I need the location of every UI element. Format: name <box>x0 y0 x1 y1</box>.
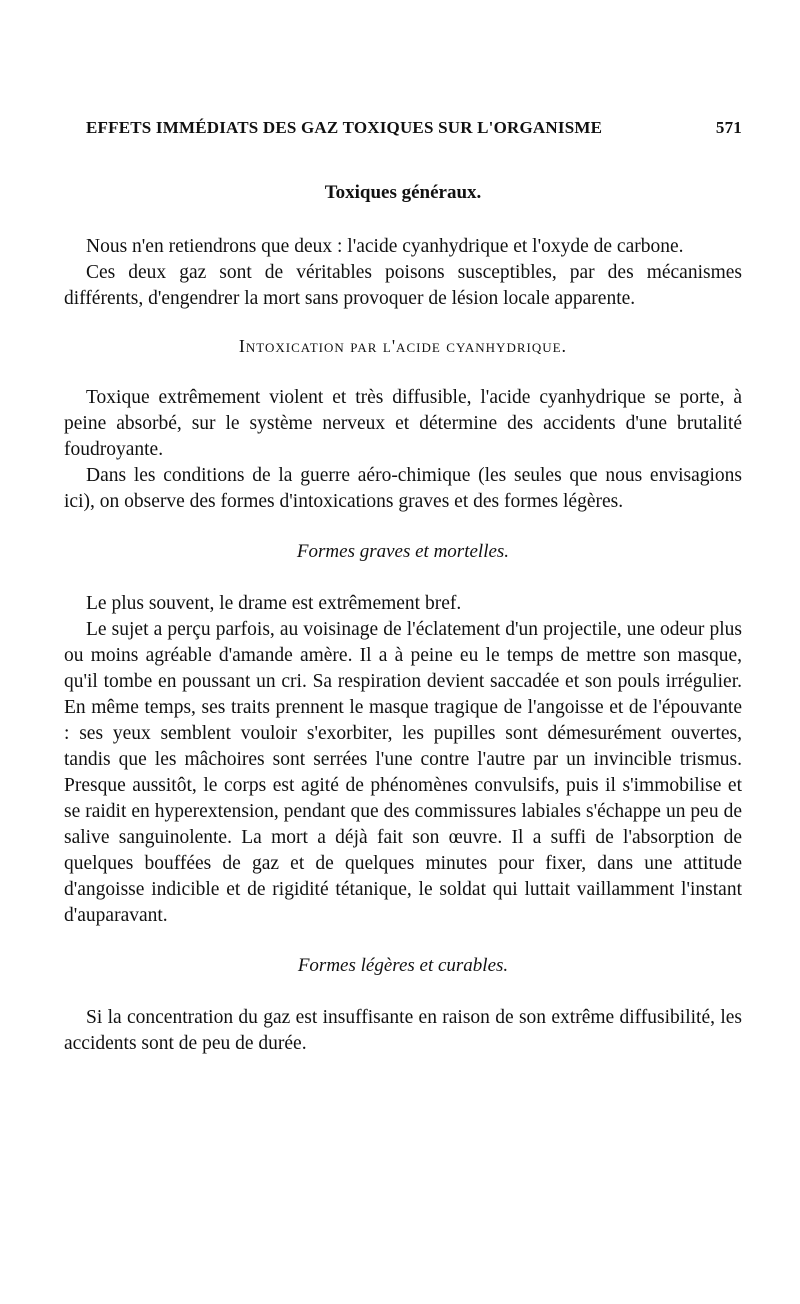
book-page <box>64 110 742 1057</box>
section-heading-formes-graves: Formes graves et mortelles. <box>296 541 510 562</box>
paragraph: Nous n'en retiendrons que deux : l'acide cyanhydrique et l'oxyde de carbone. <box>86 236 684 257</box>
paragraph: Dans les conditions de la guerre aéro-chimique (les seules que nous envisagions ici), on observe des formes d'intoxications graves et des formes légères. <box>64 465 742 512</box>
paragraph: Toxique extrêmement violent et très diffusible, l'acide cyanhydrique se porte, à peine absorbé, sur le système nerveux et détermine des accidents d'une brutalité foudroyante. <box>64 387 742 460</box>
page-number: 571 <box>715 118 742 137</box>
section-heading-formes-legeres: Formes légères et curables. <box>297 955 509 976</box>
paragraph: Le plus souvent, le drame est extrêmement bref. <box>86 593 462 614</box>
section-heading-intoxication-cyanhydrique: Intoxication par l'acide cyanhydrique. <box>238 336 568 356</box>
paragraph: Ces deux gaz sont de véritables poisons susceptibles, par des mécanismes différents, d'engendrer la mort sans provoquer de lésion locale apparente. <box>64 262 742 309</box>
running-header-title: EFFETS IMMÉDIATS DES GAZ TOXIQUES SUR L'ORGANISME <box>86 118 603 137</box>
section-heading-toxiques-generaux: Toxiques généraux. <box>324 182 482 203</box>
running-header <box>64 110 742 144</box>
paragraph: Le sujet a perçu parfois, au voisinage de l'éclatement d'un projectile, une odeur plus ou moins agréable d'amande amère. Il a à peine eu le temps de mettre son masque, qu'il tombe en poussant un cri. Sa respiration devient saccadée et son pouls irrégulier. En même temps, ses traits prennent le masque tragique de l'angoisse et de l'épouvante : ses yeux semblent vouloir s'exorbiter, les pupilles sont démesurément ouvertes, tandis que les mâchoires sont serrées l'une contre l'autre par un invincible trismus. Presque aussitôt, le corps est agité de phénomènes convulsifs, puis il s'immobilise et se raidit en hyperextension, pendant que des commissures labiales s'échappe un peu de salive sanguinolente. La mort a déjà fait son œuvre. Il a suffi de l'absorption de quelques bouffées de gaz et de quelques minutes pour fixer, dans une attitude d'angoisse indicible et de rigidité tétanique, le soldat qui luttait vaillamment l'instant d'auparavant. <box>64 619 742 926</box>
paragraph: Si la concentration du gaz est insuffisante en raison de son extrême diffusibilité, les accidents sont de peu de durée. <box>64 1007 742 1054</box>
